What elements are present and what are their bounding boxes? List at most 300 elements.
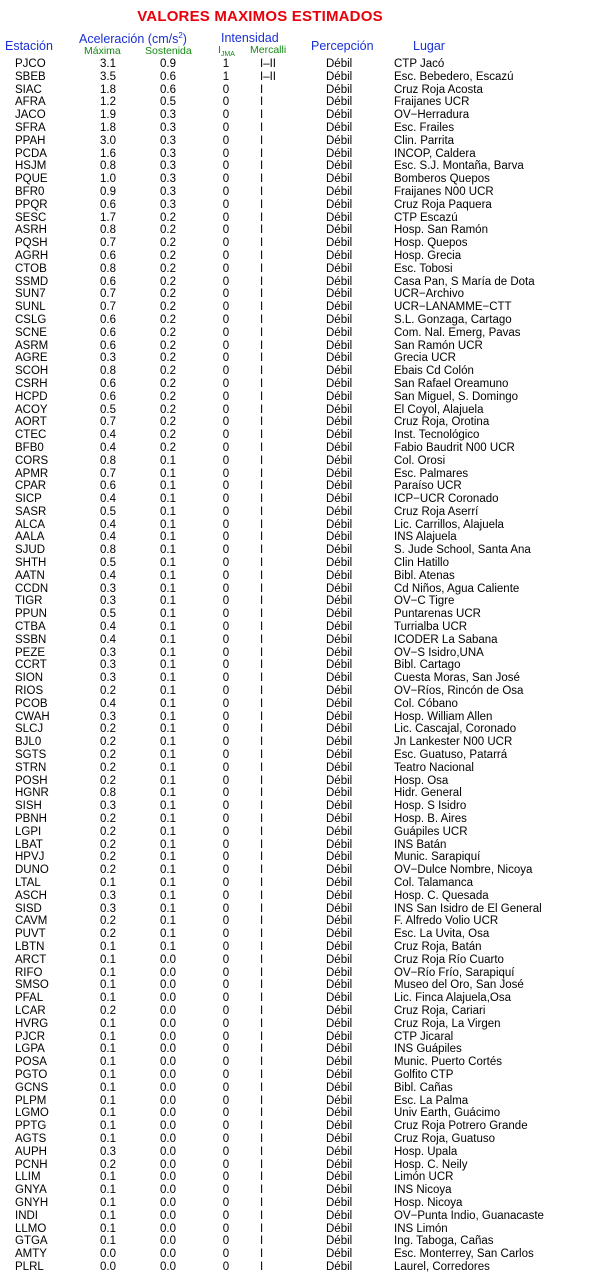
jma-intensity: 0 — [222, 1081, 230, 1094]
jma-intensity: 0 — [222, 774, 230, 787]
perception: Débil — [326, 979, 353, 992]
location: OV−Herradura — [394, 109, 470, 122]
perception: Débil — [326, 659, 353, 672]
station-code: PPUN — [15, 608, 47, 621]
max-acceleration: 0.2 — [100, 736, 116, 749]
location: Hosp. C. Neily — [394, 1158, 468, 1171]
jma-intensity: 0 — [222, 761, 230, 774]
perception: Débil — [326, 851, 353, 864]
location: Bomberos Quepos — [394, 173, 490, 186]
perception: Débil — [326, 173, 353, 186]
location: Hosp. San Ramón — [394, 224, 488, 237]
header-intensidad: Intensidad — [221, 31, 279, 45]
station-code: PLPM — [15, 1094, 47, 1107]
max-acceleration: 0.4 — [100, 429, 116, 442]
perception: Débil — [326, 902, 353, 915]
location: Hosp. Nicoya — [394, 1196, 463, 1209]
sustained-acceleration: 0.2 — [160, 429, 176, 442]
sustained-acceleration: 0.0 — [160, 1196, 176, 1209]
sustained-acceleration: 0.1 — [160, 480, 176, 493]
mercalli-intensity: I — [260, 249, 264, 262]
sustained-acceleration: 0.1 — [160, 621, 176, 634]
location: Cruz Roja Aserrí — [394, 505, 479, 518]
perception: Débil — [326, 352, 353, 365]
jma-intensity: 0 — [222, 211, 230, 224]
mercalli-intensity: I — [260, 685, 264, 698]
perception: Débil — [326, 1004, 353, 1017]
station-code: PFAL — [15, 992, 44, 1005]
table-row — [0, 1082, 590, 1095]
station-code: CTEC — [15, 429, 47, 442]
perception: Débil — [326, 569, 353, 582]
max-acceleration: 1.7 — [100, 211, 116, 224]
perception: Débil — [326, 1209, 353, 1222]
max-acceleration: 0.8 — [100, 224, 116, 237]
max-acceleration: 0.3 — [100, 889, 116, 902]
max-acceleration: 0.3 — [100, 1145, 116, 1158]
location: Munic. Sarapiquí — [394, 851, 481, 864]
jma-intensity: 0 — [222, 1235, 230, 1248]
subheader-maxima: Máxima — [84, 45, 121, 57]
location: Cuesta Moras, San José — [394, 672, 520, 685]
sustained-acceleration: 0.3 — [160, 147, 176, 160]
sustained-acceleration: 0.3 — [160, 134, 176, 147]
table-row — [0, 404, 590, 417]
sustained-acceleration: 0.1 — [160, 851, 176, 864]
jma-intensity: 0 — [222, 454, 230, 467]
station-code: LLMO — [15, 1222, 47, 1235]
max-acceleration: 0.2 — [100, 825, 116, 838]
mercalli-intensity: I — [260, 109, 264, 122]
page-title: VALORES MAXIMOS ESTIMADOS — [137, 8, 383, 25]
table-row — [0, 1056, 590, 1069]
station-code: LBTN — [15, 940, 45, 953]
jma-intensity: 0 — [222, 262, 230, 275]
mercalli-intensity: I — [260, 518, 264, 531]
table-row — [0, 1197, 590, 1210]
table-row — [0, 391, 590, 404]
jma-intensity: 0 — [222, 736, 230, 749]
location: Cruz Roja, Batán — [394, 940, 482, 953]
sustained-acceleration: 0.2 — [160, 352, 176, 365]
mercalli-intensity: I — [260, 902, 264, 915]
location: F. Alfredo Volio UCR — [394, 915, 499, 928]
table-row — [0, 1223, 590, 1236]
sustained-acceleration: 0.1 — [160, 864, 176, 877]
mercalli-intensity: I — [260, 966, 264, 979]
max-acceleration: 0.6 — [100, 377, 116, 390]
perception: Débil — [326, 185, 353, 198]
sustained-acceleration: 0.1 — [160, 774, 176, 787]
location: OV−C Tigre — [394, 595, 455, 608]
jma-intensity: 0 — [222, 685, 230, 698]
station-code: AFRA — [15, 96, 46, 109]
location: Casa Pan, S María de Dota — [394, 275, 535, 288]
table-row — [0, 122, 590, 135]
mercalli-intensity: I — [260, 659, 264, 672]
max-acceleration: 0.0 — [100, 1260, 116, 1273]
mercalli-intensity: I — [260, 800, 264, 813]
station-code: HGNR — [15, 787, 49, 800]
perception: Débil — [326, 774, 353, 787]
max-acceleration: 0.7 — [100, 301, 116, 314]
perception: Débil — [326, 800, 353, 813]
location: Munic. Puerto Cortés — [394, 1056, 503, 1069]
perception: Débil — [326, 544, 353, 557]
sustained-acceleration: 0.2 — [160, 403, 176, 416]
table-row — [0, 288, 590, 301]
location: Cruz Roja Acosta — [394, 83, 483, 96]
sustained-acceleration: 0.2 — [160, 313, 176, 326]
location: Col. Cóbano — [394, 697, 458, 710]
sustained-acceleration: 0.1 — [160, 467, 176, 480]
jma-intensity: 0 — [222, 198, 230, 211]
sustained-acceleration: 0.2 — [160, 288, 176, 301]
station-code: LLIM — [15, 1171, 41, 1184]
table-row — [0, 1107, 590, 1120]
station-code: RIFO — [15, 966, 43, 979]
jma-intensity: 0 — [222, 173, 230, 186]
mercalli-intensity: I — [260, 326, 264, 339]
subheader-sostenida: Sostenida — [145, 45, 192, 57]
location: San Rafael Oreamuno — [394, 377, 509, 390]
table-row — [0, 506, 590, 519]
sustained-acceleration: 0.2 — [160, 275, 176, 288]
jma-intensity: 0 — [222, 544, 230, 557]
station-code: CSRH — [15, 377, 48, 390]
perception: Débil — [326, 1120, 353, 1133]
perception: Débil — [326, 58, 353, 70]
station-code: SMSO — [15, 979, 49, 992]
location: INS Alajuela — [394, 531, 457, 544]
table-row — [0, 1184, 590, 1197]
mercalli-intensity: I — [260, 505, 264, 518]
location: CTP Jicaral — [394, 1030, 454, 1043]
sustained-acceleration: 0.2 — [160, 441, 176, 454]
max-acceleration: 0.0 — [100, 1248, 116, 1261]
location: S.L. Gonzaga, Cartago — [394, 313, 512, 326]
max-acceleration: 0.3 — [100, 659, 116, 672]
perception: Débil — [326, 1056, 353, 1069]
location: Univ Earth, Guácimo — [394, 1107, 501, 1120]
table-row — [0, 378, 590, 391]
mercalli-intensity: I — [260, 83, 264, 96]
header-lugar: Lugar — [413, 39, 445, 53]
station-code: CPAR — [15, 480, 47, 493]
perception: Débil — [326, 454, 353, 467]
location: Inst. Tecnológico — [394, 429, 480, 442]
location: Cruz Roja Río Cuarto — [394, 953, 504, 966]
max-acceleration: 0.2 — [100, 838, 116, 851]
sustained-acceleration: 0.1 — [160, 761, 176, 774]
mercalli-intensity: I — [260, 582, 264, 595]
perception: Débil — [326, 147, 353, 160]
sustained-acceleration: 0.6 — [160, 83, 176, 96]
perception: Débil — [326, 1248, 353, 1261]
sustained-acceleration: 0.1 — [160, 531, 176, 544]
mercalli-intensity: I — [260, 838, 264, 851]
mercalli-intensity: I — [260, 608, 264, 621]
mercalli-intensity: I — [260, 390, 264, 403]
station-code: ALCA — [15, 518, 46, 531]
station-code: SUNL — [15, 301, 46, 314]
jma-intensity: 0 — [222, 1171, 230, 1184]
perception: Débil — [326, 467, 353, 480]
station-code: CTOB — [15, 262, 47, 275]
jma-intensity: 0 — [222, 480, 230, 493]
jma-intensity: 0 — [222, 710, 230, 723]
sustained-acceleration: 0.1 — [160, 493, 176, 506]
station-code: CAVM — [15, 915, 48, 928]
sustained-acceleration: 0.1 — [160, 557, 176, 570]
location: Hosp. B. Aires — [394, 813, 467, 826]
location: Museo del Oro, San José — [394, 979, 524, 992]
location: Esc. Guatuso, Patarrá — [394, 749, 508, 762]
sustained-acceleration: 0.9 — [160, 58, 176, 70]
mercalli-intensity: I — [260, 979, 264, 992]
max-acceleration: 0.2 — [100, 1004, 116, 1017]
max-acceleration: 0.1 — [100, 979, 116, 992]
perception: Débil — [326, 915, 353, 928]
station-code: LGPI — [15, 825, 42, 838]
station-code: APMR — [15, 467, 49, 480]
location: Hosp. S Isidro — [394, 800, 467, 813]
perception: Débil — [326, 966, 353, 979]
station-code: SHTH — [15, 557, 47, 570]
sustained-acceleration: 0.2 — [160, 377, 176, 390]
station-code: AGRE — [15, 352, 48, 365]
table-row — [0, 276, 590, 289]
table-row — [0, 1248, 590, 1261]
max-acceleration: 0.4 — [100, 531, 116, 544]
max-acceleration: 0.2 — [100, 851, 116, 864]
table-row — [0, 1005, 590, 1018]
table-row — [0, 199, 590, 212]
location: ICODER La Sabana — [394, 633, 498, 646]
mercalli-intensity: I — [260, 1094, 264, 1107]
perception: Débil — [326, 301, 353, 314]
location: Cruz Roja Potrero Grande — [394, 1120, 528, 1133]
mercalli-intensity: I — [260, 813, 264, 826]
station-code: PQUE — [15, 173, 48, 186]
sustained-acceleration: 0.2 — [160, 211, 176, 224]
jma-intensity: 0 — [222, 467, 230, 480]
location: Cruz Roja, Orotina — [394, 416, 490, 429]
station-code: PQSH — [15, 237, 48, 250]
table-row — [0, 1235, 590, 1248]
mercalli-intensity: I — [260, 825, 264, 838]
max-acceleration: 0.5 — [100, 608, 116, 621]
perception: Débil — [326, 595, 353, 608]
station-code: BFB0 — [15, 441, 44, 454]
max-acceleration: 0.3 — [100, 646, 116, 659]
table-row — [0, 992, 590, 1005]
mercalli-intensity: I — [260, 237, 264, 250]
mercalli-intensity: I — [260, 173, 264, 186]
max-acceleration: 0.1 — [100, 1094, 116, 1107]
station-code: JACO — [15, 109, 46, 122]
location: OV−Punta Indio, Guanacaste — [394, 1209, 544, 1222]
table-row — [0, 762, 590, 775]
sustained-acceleration: 0.0 — [160, 1248, 176, 1261]
perception: Débil — [326, 198, 353, 211]
mercalli-intensity: I — [260, 211, 264, 224]
sustained-acceleration: 0.3 — [160, 198, 176, 211]
location: Hidr. General — [394, 787, 462, 800]
max-acceleration: 0.9 — [100, 185, 116, 198]
max-acceleration: 0.1 — [100, 1222, 116, 1235]
sustained-acceleration: 0.2 — [160, 249, 176, 262]
location: Clin. Parrita — [394, 134, 455, 147]
sustained-acceleration: 0.0 — [160, 1120, 176, 1133]
sustained-acceleration: 0.0 — [160, 966, 176, 979]
jma-intensity: 0 — [222, 569, 230, 582]
location: Jn Lankester N00 UCR — [394, 736, 513, 749]
station-code: DUNO — [15, 864, 49, 877]
jma-intensity: 0 — [222, 646, 230, 659]
location: Esc. La Palma — [394, 1094, 469, 1107]
mercalli-intensity: I — [260, 774, 264, 787]
perception: Débil — [326, 109, 353, 122]
station-code: SISD — [15, 902, 42, 915]
perception: Débil — [326, 992, 353, 1005]
subheader-ijma-letter: I — [218, 44, 221, 56]
sustained-acceleration: 0.2 — [160, 301, 176, 314]
sustained-acceleration: 0.0 — [160, 1107, 176, 1120]
location: INS San Isidro de El General — [394, 902, 542, 915]
mercalli-intensity: I — [260, 953, 264, 966]
perception: Débil — [326, 672, 353, 685]
sustained-acceleration: 0.0 — [160, 1145, 176, 1158]
jma-intensity: 0 — [222, 1017, 230, 1030]
perception: Débil — [326, 1017, 353, 1030]
location: CTP Jacó — [394, 58, 445, 70]
jma-intensity: 0 — [222, 1004, 230, 1017]
perception: Débil — [326, 275, 353, 288]
max-acceleration: 0.2 — [100, 761, 116, 774]
table-row — [0, 647, 590, 660]
location: San Ramón UCR — [394, 339, 483, 352]
sustained-acceleration: 0.0 — [160, 1158, 176, 1171]
station-code: GCNS — [15, 1081, 49, 1094]
perception: Débil — [326, 224, 353, 237]
perception: Débil — [326, 70, 353, 83]
perception: Débil — [326, 1043, 353, 1056]
table-row — [0, 96, 590, 109]
perception: Débil — [326, 1030, 353, 1043]
sustained-acceleration: 0.5 — [160, 96, 176, 109]
jma-intensity: 0 — [222, 505, 230, 518]
location: Esc. Frailes — [394, 121, 455, 134]
sustained-acceleration: 0.1 — [160, 518, 176, 531]
max-acceleration: 0.1 — [100, 953, 116, 966]
max-acceleration: 0.6 — [100, 326, 116, 339]
perception: Débil — [326, 813, 353, 826]
max-acceleration: 0.3 — [100, 582, 116, 595]
location: Paraíso UCR — [394, 480, 462, 493]
sustained-acceleration: 0.3 — [160, 121, 176, 134]
table-row — [0, 775, 590, 788]
jma-intensity: 0 — [222, 1260, 230, 1273]
table-row — [0, 595, 590, 608]
table-row — [0, 237, 590, 250]
table-row — [0, 634, 590, 647]
sustained-acceleration: 0.0 — [160, 1081, 176, 1094]
sustained-acceleration: 0.2 — [160, 237, 176, 250]
sustained-acceleration: 0.1 — [160, 813, 176, 826]
sustained-acceleration: 0.1 — [160, 608, 176, 621]
location: El Coyol, Alajuela — [394, 403, 484, 416]
max-acceleration: 0.8 — [100, 262, 116, 275]
mercalli-intensity: I — [260, 480, 264, 493]
table-row — [0, 1069, 590, 1082]
subheader-ijma-sub: JMA — [220, 51, 235, 59]
location: INS Batán — [394, 838, 447, 851]
sustained-acceleration: 0.1 — [160, 505, 176, 518]
sustained-acceleration: 0.2 — [160, 390, 176, 403]
table-row — [0, 148, 590, 161]
max-acceleration: 0.2 — [100, 915, 116, 928]
max-acceleration: 1.6 — [100, 147, 116, 160]
location: Hosp. Quepos — [394, 237, 468, 250]
mercalli-intensity: I — [260, 198, 264, 211]
table-row — [0, 813, 590, 826]
location: Cd Niños, Agua Caliente — [394, 582, 520, 595]
perception: Débil — [326, 761, 353, 774]
mercalli-intensity: I — [260, 1196, 264, 1209]
table-row — [0, 186, 590, 199]
jma-intensity: 0 — [222, 1094, 230, 1107]
location: Clin Hatillo — [394, 557, 449, 570]
station-code: ASRH — [15, 224, 47, 237]
perception: Débil — [326, 928, 353, 941]
max-acceleration: 0.3 — [100, 672, 116, 685]
max-acceleration: 0.6 — [100, 198, 116, 211]
perception: Débil — [326, 441, 353, 454]
table-row — [0, 1261, 590, 1274]
max-acceleration: 3.5 — [100, 70, 116, 83]
max-acceleration: 0.4 — [100, 441, 116, 454]
perception: Débil — [326, 403, 353, 416]
table-row — [0, 787, 590, 800]
max-acceleration: 0.2 — [100, 723, 116, 736]
max-acceleration: 0.6 — [100, 480, 116, 493]
jma-intensity: 0 — [222, 633, 230, 646]
perception: Débil — [326, 288, 353, 301]
sustained-acceleration: 0.2 — [160, 339, 176, 352]
table-row — [0, 711, 590, 724]
station-code: LTAL — [15, 877, 41, 889]
jma-intensity: 0 — [222, 224, 230, 237]
station-code: AMTY — [15, 1248, 47, 1261]
perception: Débil — [326, 326, 353, 339]
jma-intensity: 0 — [222, 953, 230, 966]
mercalli-intensity: I — [260, 1235, 264, 1248]
jma-intensity: 0 — [222, 1209, 230, 1222]
sustained-acceleration: 0.1 — [160, 825, 176, 838]
mercalli-intensity: I — [260, 736, 264, 749]
station-code: HSJM — [15, 160, 47, 173]
perception: Débil — [326, 646, 353, 659]
perception: Débil — [326, 1260, 353, 1273]
station-code: PPTG — [15, 1120, 47, 1133]
sustained-acceleration: 0.0 — [160, 953, 176, 966]
station-code: SIAC — [15, 83, 42, 96]
mercalli-intensity: I — [260, 262, 264, 275]
station-code: POSH — [15, 774, 48, 787]
perception: Débil — [326, 1094, 353, 1107]
sustained-acceleration: 0.1 — [160, 787, 176, 800]
